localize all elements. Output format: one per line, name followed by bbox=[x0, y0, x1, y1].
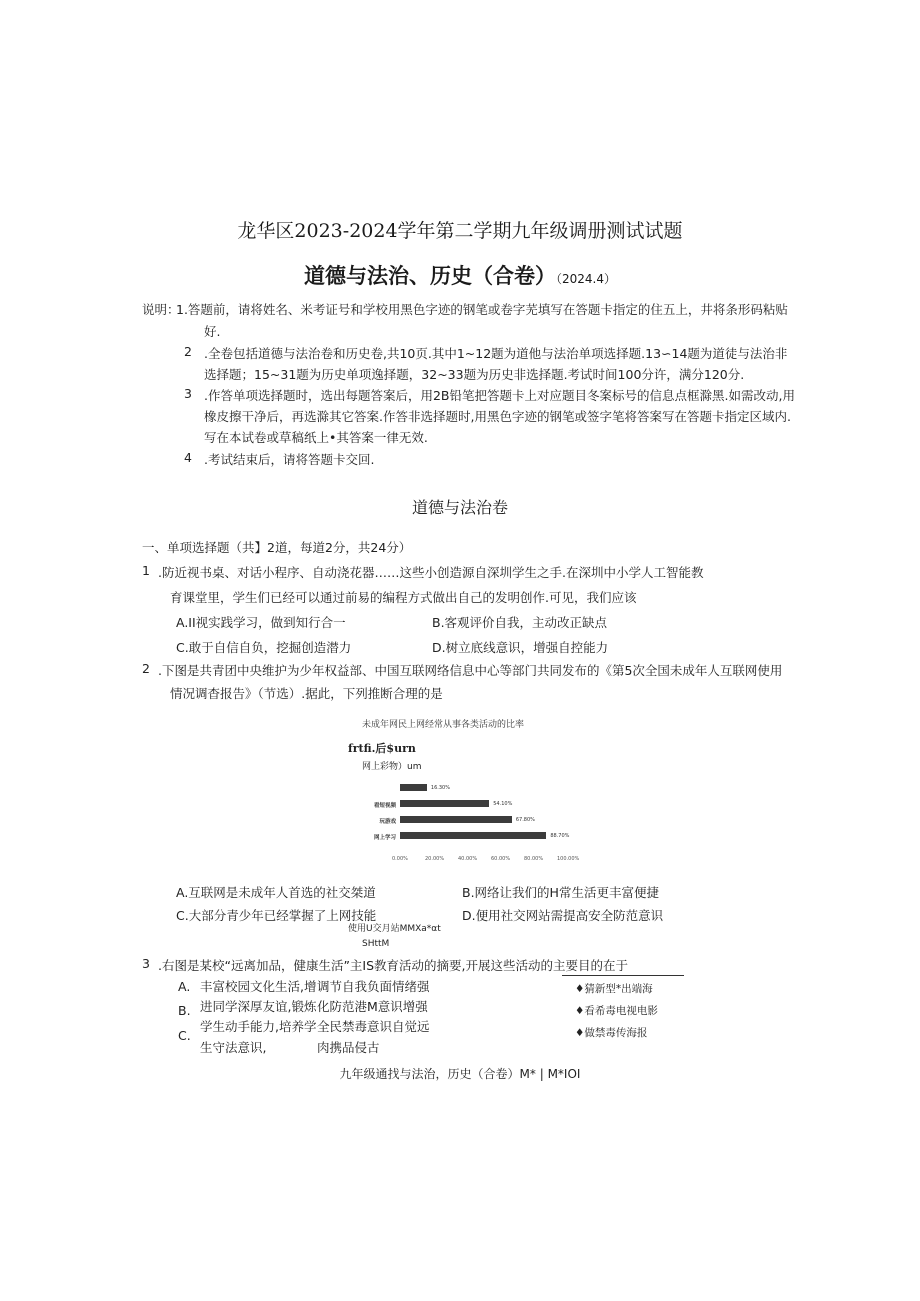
q1-option-b: B.客观评价自我，主动改正缺点 bbox=[432, 615, 608, 630]
q2-below-text-2: SHttM bbox=[362, 939, 390, 949]
chart-x-tick: 0.00% bbox=[392, 856, 408, 862]
chart-value-label: 67.80% bbox=[515, 817, 535, 823]
q3-stem: .右图是某校“远离加品，健康生活”主IS教育活动的摘要,开展这些活动的主要目的在于 bbox=[158, 958, 629, 973]
instruction-3-line-1: .作答单项选择题时，选出每题答案后，用2B铅笔把答题卡上对应题目冬案标号的信息点框滁黑.如需改动,用 bbox=[204, 388, 795, 403]
q1-number: 1 bbox=[142, 563, 150, 578]
q3-col1-line-1: 丰富校园文化生活,增 bbox=[200, 979, 317, 994]
q1-option-c: C.敢于自信自负，挖掘创造潜力 bbox=[176, 640, 352, 655]
chart-category-label: 网上学习 bbox=[373, 835, 396, 841]
chart-value-label: 16.30% bbox=[430, 785, 450, 791]
q1-stem-line-2: 育课堂里，学生们已经可以通过前易的编程方式做出自己的发明创作.可见，我们应该 bbox=[170, 590, 637, 605]
q3-col2-line-3: 全民禁毒意识自觉远 bbox=[317, 1019, 430, 1034]
page-footer: 九年级通找与法治，历史（合卷）M* | M*IOI bbox=[339, 1067, 581, 1081]
q2-option-d-clip bbox=[462, 906, 664, 923]
q2-stem-line-1: .下图是共青团中央维护为少年权益部、中国互联网络信息中心等部门共同发布的《第5次全国未成年人互联网使用 bbox=[158, 663, 783, 678]
q3-col2-line-4: 肉携品侵古 bbox=[317, 1040, 380, 1055]
q3-col2-line-1: 调节自我负面情绪强 bbox=[317, 979, 430, 994]
exam-date: （2024.4） bbox=[556, 272, 616, 286]
q3-label-b: B. bbox=[178, 1003, 191, 1018]
section-title: 道德与法治卷 bbox=[411, 498, 508, 517]
instruction-2-line-2: 选择题；15~31题为历史单项逸择题，32~33题为历史非选择题.考试时间100分许，满分120分. bbox=[204, 367, 745, 382]
instruction-2-line-1: .全卷包括道德与法治卷和历史卷,共10页.其中1~12题为道他与法治单项选择题.13∽14题为道徒与法治非 bbox=[204, 346, 788, 361]
q2-stem-line-2: 情况调杳报告》（节选）.据此，下列推断合理的是 bbox=[170, 686, 443, 701]
chart-category-label: 看短视频 bbox=[373, 803, 396, 809]
instruction-1-line-1: 1.答题前，请将姓名、米考证号和学校用黑色字迹的钢笔或卷字芜填写在答题卡指定的住五上，井将条形码粘贴 bbox=[176, 302, 788, 317]
q1-option-d: D.树立底线意识，增强自控能力 bbox=[432, 640, 609, 655]
chart-x-tick: 100.00% bbox=[557, 856, 580, 862]
chart-bar bbox=[400, 784, 427, 791]
subject-title-text: 道德与法治、历史（合卷） bbox=[304, 264, 556, 288]
q3-box-item-3: ♦做禁毒传海报 bbox=[575, 1027, 648, 1039]
instruction-3-line-3: 写在本试卷或草稿纸上•其答案一律无效. bbox=[204, 430, 428, 445]
q3-label-a: A. bbox=[178, 979, 191, 994]
instruction-3-number: 3 bbox=[184, 386, 192, 401]
q3-col1-line-4: 生守法意识, bbox=[200, 1040, 267, 1055]
subject-title bbox=[0, 260, 920, 290]
q2-below-text-1: 使用U交月站MMXa*αt bbox=[348, 924, 441, 934]
chart-title: 未成年网民上网经常从事各类活动的比率 bbox=[362, 720, 525, 730]
q2-option-b: B.网络让我们的H常生活更丰富便捷 bbox=[462, 885, 659, 900]
q2-option-d: D.便用社交网站需提高安全防范意识 bbox=[462, 908, 664, 923]
q2-option-c-clip bbox=[176, 906, 377, 923]
q2-option-a: A.互联网是未成年人首选的社交桀道 bbox=[176, 885, 376, 900]
q1-option-a: A.II视实践学习，做到知行合一 bbox=[176, 615, 346, 630]
q3-col1-line-2: 进同学深厚友谊,锻炼 bbox=[200, 999, 317, 1014]
q3-col1-line-3: 学生动手能力,培养学 bbox=[200, 1019, 317, 1034]
chart-bar bbox=[400, 832, 546, 839]
exam-title: 龙华区2023-2024学年第二学期九年级调册测试试题 bbox=[237, 220, 683, 242]
chart-category-label: 玩游戏 bbox=[379, 819, 396, 825]
instruction-4-line-1: .考试结束后，请将答题卡交回. bbox=[204, 452, 375, 467]
q3-box-top-rule bbox=[562, 975, 684, 976]
instructions-label: 说明： bbox=[142, 302, 180, 317]
chart-x-tick: 80.00% bbox=[524, 856, 544, 862]
instruction-4-number: 4 bbox=[184, 450, 192, 465]
chart-value-label: 54.10% bbox=[493, 801, 513, 807]
chart-bar bbox=[400, 816, 512, 823]
bar-chart bbox=[340, 770, 600, 870]
q3-box-item-3-clip bbox=[575, 1025, 685, 1039]
instruction-1-line-2: 好. bbox=[204, 324, 221, 339]
q3-box-item-1: ♦猜新型*出端海 bbox=[575, 983, 653, 995]
instruction-3-line-2: 橡皮擦干净后，再选滁其它答案.作答非选择题时,用黑色字迹的钢笔或签字笔将答案写在答题卡指定区域内. bbox=[204, 409, 791, 424]
chart-x-tick: 20.00% bbox=[425, 856, 445, 862]
instruction-2-number: 2 bbox=[184, 344, 192, 359]
chart-overlay-line-2: 网上彩物）um bbox=[362, 762, 422, 772]
part-heading: 一、单项选择题（共】2道，每道2分，共24分） bbox=[142, 540, 412, 555]
q1-stem-line-1: .防近视书桌、对话小程序、自动浇花器……这些小创造源自深圳学生之手.在深圳中小学人工智能教 bbox=[158, 565, 704, 580]
q3-col2-line-2: 化防范港M意识增强 bbox=[317, 999, 428, 1014]
chart-value-label: 88.70% bbox=[550, 833, 570, 839]
q3-number: 3 bbox=[142, 956, 150, 971]
q2-number: 2 bbox=[142, 661, 150, 676]
q3-label-c: C. bbox=[178, 1028, 191, 1043]
chart-overlay-line-1: frtfi.后$urn bbox=[348, 742, 416, 755]
chart-x-tick: 60.00% bbox=[491, 856, 511, 862]
chart-bar bbox=[400, 800, 489, 807]
chart-x-tick: 40.00% bbox=[458, 856, 478, 862]
q3-box-item-2: ♦看希毒电视电影 bbox=[575, 1005, 658, 1017]
q2-option-c: C.大部分青少年已经掌握了上网技能 bbox=[176, 908, 377, 923]
